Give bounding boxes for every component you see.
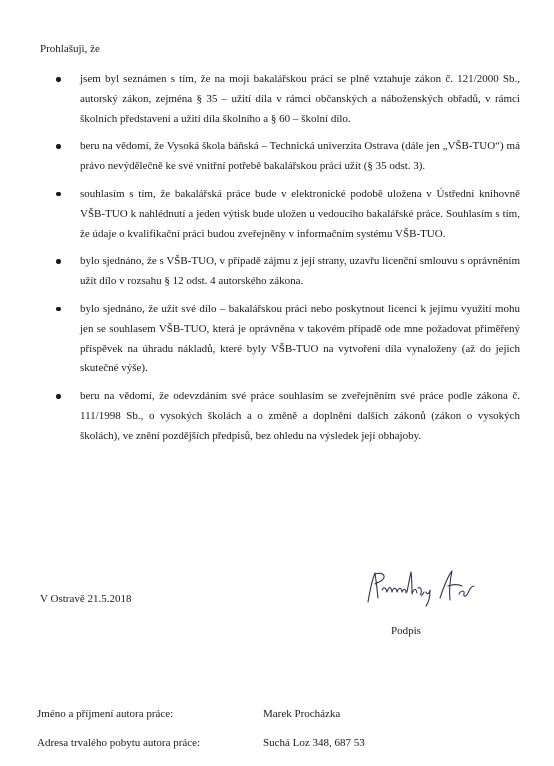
declaration-item bbox=[40, 70, 520, 129]
declaration-text: bylo sjednáno, že užít své dílo – bakalářskou práci nebo poskytnout licenci k jejímu využití mohu jen se souhlasem VŠB-TUO, která je oprávněna v takovém případě ode mne požadovat přiměřený příspěvek na úhradu nákladů, které byly VŠB-TUO na vytvoření díla vynaloženy (až do jejich skutečné výše). bbox=[80, 302, 520, 375]
author-name-value: Marek Procházka bbox=[263, 708, 341, 720]
handwritten-signature bbox=[362, 568, 482, 608]
declaration-text: beru na vědomí, že odevzdáním své práce souhlasím se zveřejněním své práce podle zákona č. 111/1998 Sb., o vysokých školách a o změně a doplnění dalších zákonů (zákon o vysokých školách), ve znění pozdějších předpisů, bez ohledu na výsledek její obhajoby. bbox=[80, 390, 520, 442]
declaration-item bbox=[40, 185, 520, 244]
author-address-value: Suchá Loz 348, 687 53 bbox=[263, 737, 365, 749]
declaration-text: beru na vědomí, že Vysoká škola báňská – Technická univerzita Ostrava (dále jen „VŠB-TUO“) má právo nevýdělečně ke své vnitřní potřebě bakalářskou práci užít (§ 35 odst. 3). bbox=[80, 140, 520, 173]
declaration-item bbox=[40, 300, 520, 379]
declaration-item bbox=[40, 387, 520, 446]
declaration-item bbox=[40, 252, 520, 292]
author-address-label: Adresa trvalého pobytu autora práce: bbox=[37, 737, 201, 749]
bullet-icon bbox=[56, 394, 61, 399]
declaration-item bbox=[40, 137, 520, 177]
bullet-icon bbox=[56, 259, 61, 264]
declaration-text: jsem byl seznámen s tím, že na moji bakalářskou práci se plně vztahuje zákon č. 121/2000 Sb., autorský zákon, zejména § 35 – užití díla v rámci občanských a náboženských obřadů, v rámci školních představení a užití díla školního a § 60 – školní dílo. bbox=[80, 73, 520, 125]
bullet-icon bbox=[56, 307, 61, 312]
signature-label: Podpis bbox=[391, 625, 421, 637]
declaration-text: bylo sjednáno, že s VŠB-TUO, v případě zájmu z její strany, uzavřu licenční smlouvu s oprávněním užít dílo v rozsahu § 12 odst. 4 autorského zákona. bbox=[80, 255, 520, 288]
bullet-icon bbox=[56, 144, 61, 149]
intro-text: Prohlašuji, že bbox=[40, 43, 100, 55]
bullet-icon bbox=[56, 192, 61, 197]
bullet-icon bbox=[56, 77, 61, 82]
declaration-list bbox=[40, 70, 520, 455]
place-date: V Ostravě 21.5.2018 bbox=[40, 593, 132, 605]
declaration-text: souhlasím s tím, že bakalářská práce bude v elektronické podobě uložena v Ústřední knihovně VŠB-TUO k nahlédnutí a jeden výtisk bude uložen u vedoucího bakalářské práce. Souhlasím s tím, že údaje o kvalifikační práci budou zveřejněny v informačním systému VŠB-TUO. bbox=[80, 187, 520, 240]
author-name-label: Jméno a příjmení autora práce: bbox=[37, 708, 174, 720]
